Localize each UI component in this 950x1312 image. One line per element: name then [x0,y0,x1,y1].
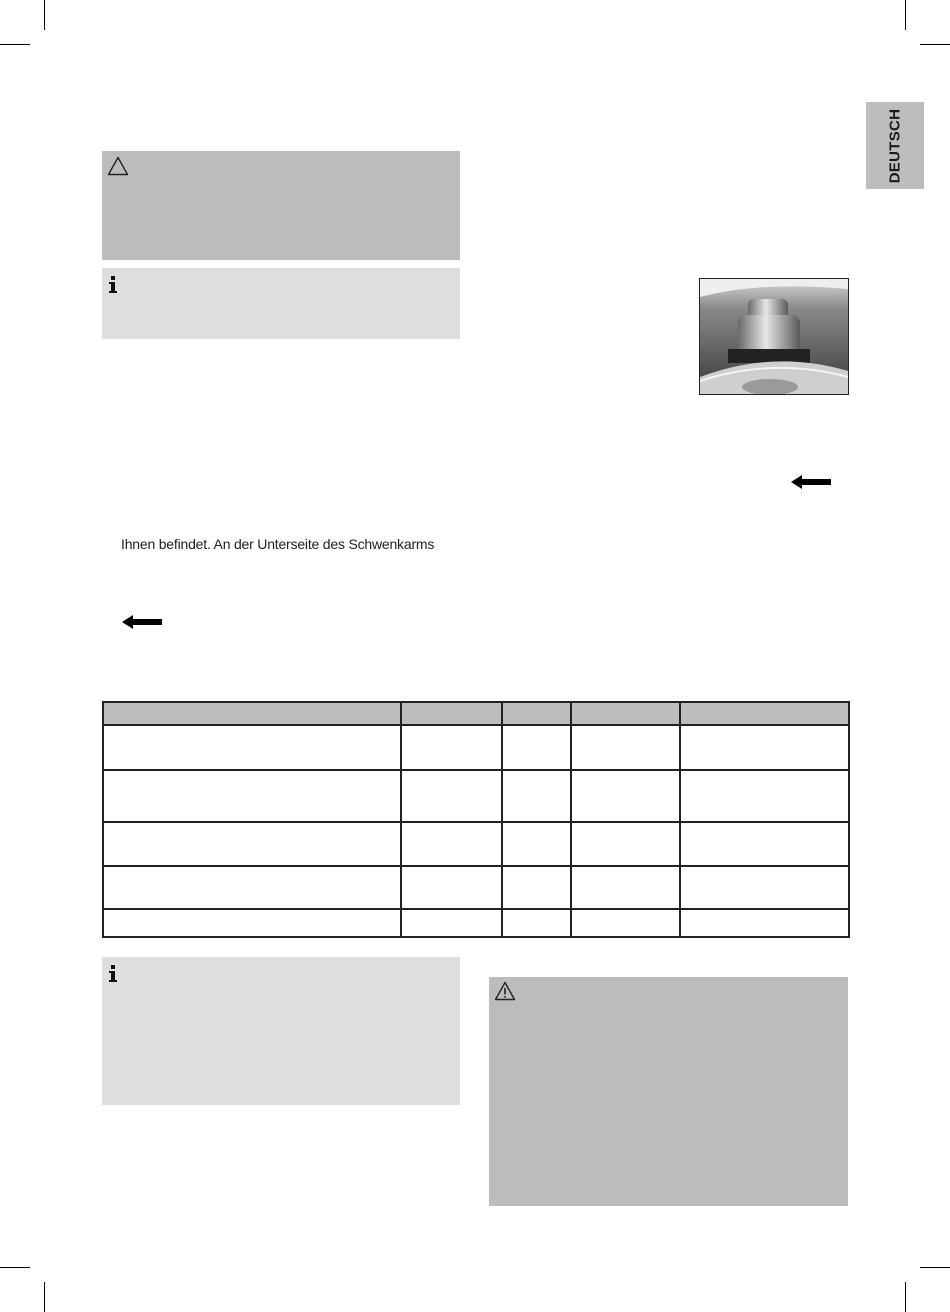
table-row [103,909,849,937]
table-header-cell [680,702,849,725]
crop-mark [44,1282,45,1312]
table-cell [571,909,680,937]
table-cell [401,725,502,770]
info-icon [108,276,118,294]
crop-mark [905,0,906,30]
table-cell [571,725,680,770]
product-photo [699,278,849,395]
table-cell [680,770,849,822]
language-tab-label: DEUTSCH [886,108,904,183]
table-cell [502,866,571,909]
info-box [102,268,460,339]
table-cell [103,866,401,909]
table-cell [401,822,502,866]
table-row [103,822,849,866]
table-row [103,770,849,822]
table-cell [401,909,502,937]
table-cell [680,725,849,770]
crop-mark [920,1267,950,1268]
info-icon [108,965,118,983]
table-cell [401,770,502,822]
table-cell [103,822,401,866]
table-cell [680,822,849,866]
crop-mark [44,0,45,30]
info-box [102,957,460,1105]
warning-triangle-icon [107,156,129,176]
table-row [103,725,849,770]
table-cell [502,909,571,937]
table-cell [680,866,849,909]
table-row [103,866,849,909]
table-header-cell [103,702,401,725]
crop-mark [0,44,30,45]
spec-table [102,701,850,938]
table-cell [401,866,502,909]
table-cell [571,770,680,822]
table-header-cell [502,702,571,725]
table-cell [103,909,401,937]
table-cell [502,822,571,866]
table-cell [103,725,401,770]
table-header-cell [571,702,680,725]
table-cell [502,770,571,822]
arrow-left-icon [122,615,162,629]
table-cell [571,866,680,909]
warning-box [489,977,848,1206]
arrow-left-icon [791,475,831,489]
table-header-row [103,702,849,725]
language-tab [866,102,924,189]
product-photo-image [700,279,848,394]
warning-triangle-icon [494,981,516,1001]
crop-mark [905,1282,906,1312]
table-cell [571,822,680,866]
table-cell [502,725,571,770]
crop-mark [0,1267,30,1268]
body-text-line: Ihnen befindet. An der Unterseite des Schwenkarms [121,536,435,552]
warning-box [102,151,460,260]
crop-mark [920,44,950,45]
table-cell [680,909,849,937]
table-cell [103,770,401,822]
table-header-cell [401,702,502,725]
